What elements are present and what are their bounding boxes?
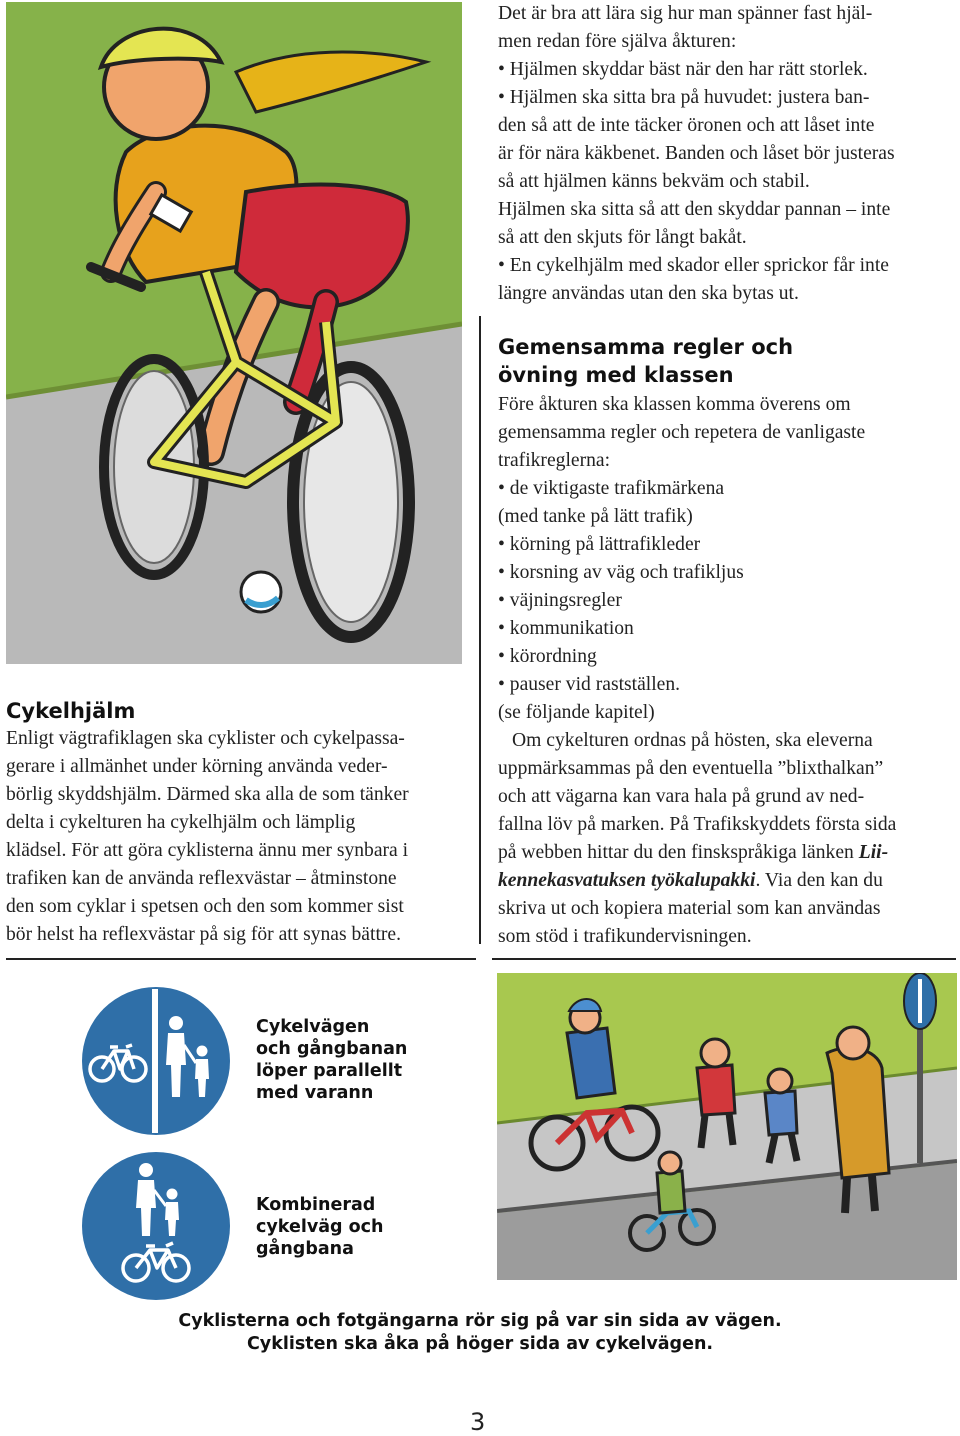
section-rule-right [492,958,956,960]
helmet-bullet-2-line-1: • Hjälmen ska sitta bra på huvudet: justera ban- [498,84,960,112]
sign-1-caption [256,1016,456,1104]
rules-intro-line-3: trafikreglerna: [498,450,611,471]
helmet-section [6,697,472,949]
autumn-line-2: uppmärksammas på den eventuella ”blixthalkan” [498,758,884,779]
helmet-text-line-6: trafiken kan de använda reflexvästar – åtminstone [6,868,397,889]
rule-item-7: • pauser vid rastställen. [498,671,960,699]
helmet-bullet-2-line-2: den så att de inte täcker öronen och att låset inte [498,115,875,136]
helmet-bullet-3-line-2: längre användas utan den ska bytas ut. [498,283,799,304]
autumn-line-8: som stöd i trafikundervisningen. [498,926,752,947]
helmet-text-line-7: den som cyklar i spetsen och den som kommer sist [6,896,404,917]
sign-2-caption-line-1: Kombinerad [256,1195,376,1215]
intro-line-1: Det är bra att lära sig hur man spänner fast hjäl- [498,3,873,24]
street-illustration [497,973,957,1280]
rule-item-1: • de viktigaste trafikmärkena [498,475,960,503]
autumn-line-4: fallna löv på marken. På Trafikskyddets första sida [498,814,897,835]
sign-1-caption-line-3: löper parallellt [256,1061,403,1081]
rules-intro-line-1: Före åkturen ska klassen komma överens om [498,394,851,415]
cyclist-illustration [6,2,462,664]
sign-2-caption [256,1194,456,1260]
rule-item-4: • väjningsregler [498,587,960,615]
helmet-bullet-2-line-4: så att hjälmen känns bekväm och stabil. [498,171,810,192]
helmet-text-line-8: bör helst ha reflexvästar på sig för att synas bättre. [6,924,402,945]
rule-item-1-cont: (med tanke på lätt trafik) [498,506,693,527]
helmet-text-line-2: gerare i allmänhet under körning använda veder- [6,756,388,777]
helmet-text-line-4: delta i cykelturen ha cykelhjälm och lämplig [6,812,356,833]
rules-section [498,333,960,951]
rule-item-6: • körordning [498,643,960,671]
rules-heading-line-2: övning med klassen [498,363,734,387]
intro-line-2: men redan före själva åkturen: [498,31,737,52]
rules-after: (se följande kapitel) [498,702,655,723]
rule-item-5: • kommunikation [498,615,960,643]
helmet-bullet-2-line-3: är för nära käkbenet. Banden och låset bör justeras [498,143,895,164]
rules-intro-line-2: gemensamma regler och repetera de vanligaste [498,422,866,443]
bottom-caption-line-1: Cyklisterna och fotgängarna rör sig på var sin sida av vägen. [178,1311,782,1331]
helmet-text-line-1: Enligt vägtrafiklagen ska cyklister och cykelpassa- [6,728,405,749]
helmet-heading: Cykelhjälm [6,699,136,723]
helmet-bullet-1: • Hjälmen skyddar bäst när den har rätt storlek. [498,56,960,84]
autumn-line-3: och att vägarna kan vara hala på grund av ned- [498,786,865,807]
link-name-part-1: Lii- [858,842,889,863]
autumn-line-5-text: på webben hittar du den finskspråkiga länken [498,842,859,863]
helmet-bullet-2-line-6: så att den skjuts för långt bakåt. [498,227,747,248]
helmet-bullet-3-line-1: • En cykelhjälm med skador eller sprickor får inte [498,252,960,280]
link-name-part-2: kennekasvatuksen työkalupakki [498,870,756,891]
page-number: 3 [470,1408,486,1436]
autumn-line-1: Om cykelturen ordnas på hösten, ska eleverna [512,730,873,751]
rule-item-2: • körning på lättrafikleder [498,531,960,559]
autumn-line-6 [498,867,960,895]
autumn-line-5 [498,839,960,867]
helmet-tips-block [498,0,960,308]
section-rule-left [6,958,476,960]
sign-1-caption-line-4: med varann [256,1083,374,1103]
helmet-text-line-5: klädsel. För att göra cyklisterna ännu mer synbara i [6,840,409,861]
bottom-caption-line-2: Cyklisten ska åka på höger sida av cykelvägen. [246,1334,714,1354]
sign-2-caption-line-2: cykelväg och [256,1217,384,1237]
autumn-line-7: skriva ut och kopiera material som kan användas [498,898,881,919]
autumn-line-6-text: . Via den kan du [755,870,883,891]
rule-item-3: • korsning av väg och trafikljus [498,559,960,587]
sign-1-caption-line-2: och gångbanan [256,1039,408,1059]
sign-2-caption-line-3: gångbana [256,1239,354,1259]
helmet-bullet-2-line-5: Hjälmen ska sitta så att den skyddar pannan – inte [498,199,891,220]
helmet-text-line-3: börlig skyddshjälm. Därmed ska alla de som tänker [6,784,409,805]
sign-1-caption-line-1: Cykelvägen [256,1017,370,1037]
column-divider [479,316,481,944]
parallel-path-sign-icon [80,985,232,1137]
rules-heading-line-1: Gemensamma regler och [498,335,794,359]
combined-path-sign-icon [80,1150,232,1302]
bottom-caption [130,1310,830,1356]
